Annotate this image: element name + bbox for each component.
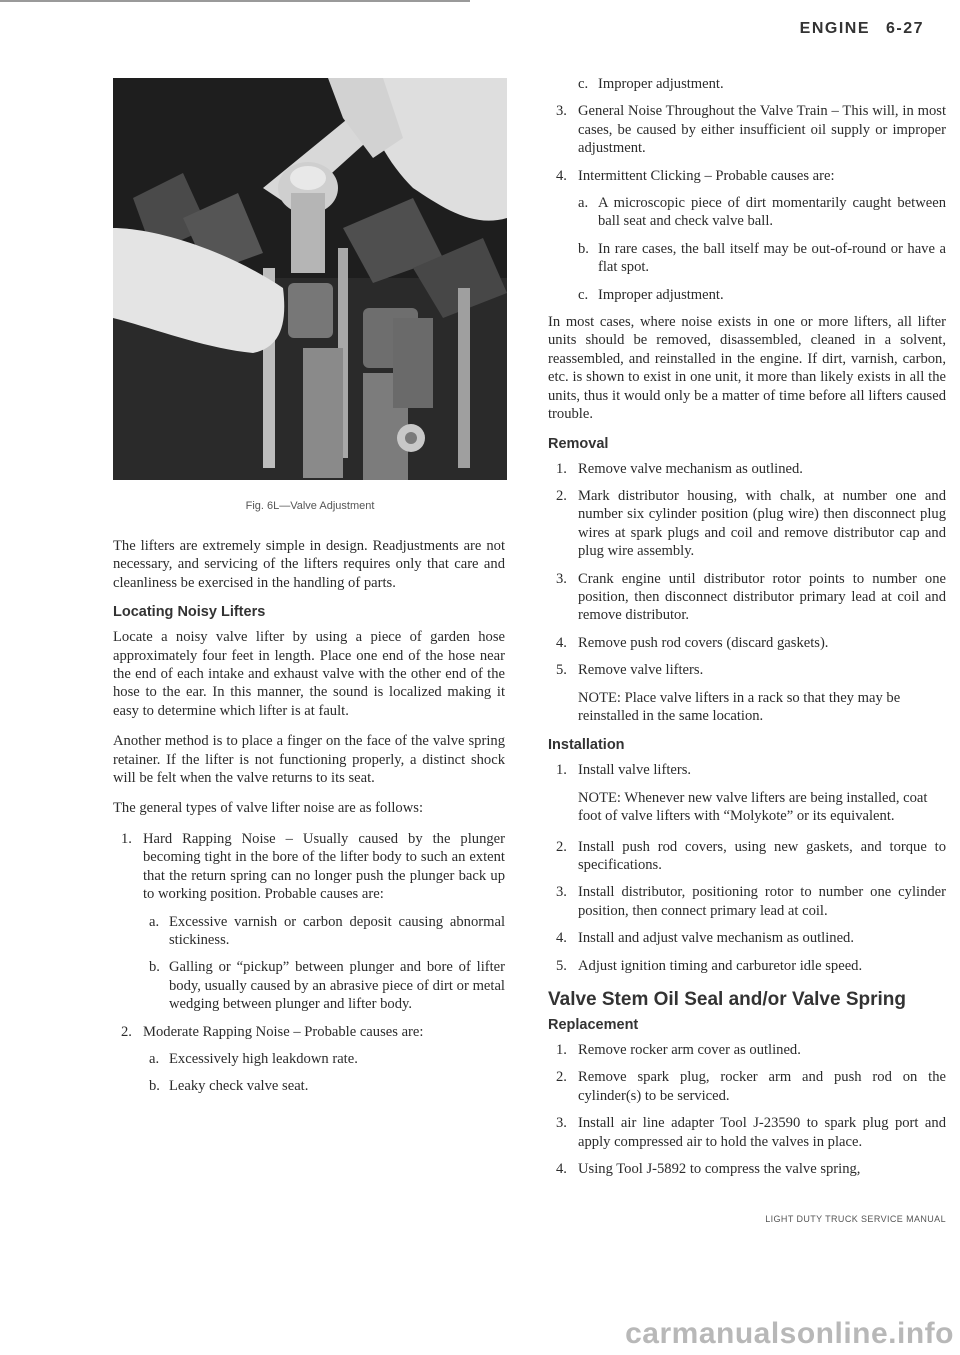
- page-footer: LIGHT DUTY TRUCK SERVICE MANUAL: [765, 1214, 946, 1224]
- list-item: 4. Install and adjust valve mechanism as outlined.: [556, 930, 854, 947]
- list-subitem: a. Excessive varnish or carbon deposit causing abnormal stickiness.: [149, 913, 505, 948]
- page-number: 6-27: [885, 20, 924, 37]
- list-item: 2. Install push rod covers, using new gaskets, and torque to specifications.: [556, 838, 946, 873]
- paragraph-garden-hose: Locate a noisy valve lifter by using a piece of garden hose approximately four feet in length. Place one end of the hose near the end of each intake and exhaust valve with the other end of the hose to the ear. In this manner, the sound is localized making it easy to determine which lifter is at fault.: [113, 629, 505, 719]
- list-subitem: b. Galling or “pickup” between plunger and bore of lifter body, usually caused by an abrasive piece of dirt or metal wedging between plunger and lifter body.: [149, 959, 505, 1013]
- list-subitem: c. Improper adjustment.: [578, 76, 724, 92]
- left-column: [113, 537, 505, 1105]
- list-subitem: a. Excessively high leakdown rate.: [149, 1050, 358, 1067]
- list-item: 2. Remove spark plug, rocker arm and push rod on the cylinder(s) to be serviced.: [556, 1069, 946, 1104]
- replacement-heading: Replacement: [548, 1017, 639, 1034]
- list-subitem: a. A microscopic piece of dirt momentarily caught between ball seat and check valve ball.: [578, 195, 946, 230]
- paragraph-finger-method: Another method is to place a finger on the face of the valve spring retainer. If the lifter is not functioning properly, a distinct shock will be felt when the valve returns to its seat.: [113, 733, 505, 787]
- list-item: 4. Remove push rod covers (discard gaskets).: [556, 634, 829, 651]
- list-item: 3. Crank engine until distributor rotor points to number one position, then disconnect distributor primary lead at coil and remove distributor.: [556, 570, 946, 624]
- valve-stem-seal-heading: Valve Stem Oil Seal and/or Valve Spring: [548, 989, 906, 1011]
- watermark: carmanualsonline.info: [625, 1317, 954, 1350]
- removal-note: NOTE: Place valve lifters in a rack so that they may be reinstalled in the same location.: [578, 689, 901, 724]
- list-subitem: c. Improper adjustment.: [578, 286, 724, 303]
- list-subitem: b. In rare cases, the ball itself may be out-of-round or have a flat spot.: [578, 240, 946, 276]
- list-item: 1. Remove rocker arm cover as outlined.: [556, 1042, 801, 1059]
- list-subitem: b. Leaky check valve seat.: [149, 1078, 309, 1095]
- list-item: 1. Hard Rapping Noise – Usually caused by the plunger becoming tight in the bore of the lifter body to such an extent that the return spring can no longer push the plunger back up to working position. Probable causes are:: [121, 830, 505, 903]
- page-header: [800, 20, 924, 38]
- list-item: 3. Install air line adapter Tool J-23590 to spark plug port and apply compressed air to hold the valves in place.: [556, 1115, 946, 1150]
- list-item: 2. Moderate Rapping Noise – Probable causes are:: [121, 1023, 424, 1040]
- list-item: 4. Intermittent Clicking – Probable causes are:: [556, 167, 835, 184]
- right-column: [548, 75, 946, 1187]
- list-item: 5. Remove valve lifters.: [556, 662, 704, 679]
- installation-heading: Installation: [548, 737, 625, 754]
- list-item: 4. Using Tool J-5892 to compress the valve spring,: [556, 1161, 861, 1178]
- top-rule: [0, 0, 470, 2]
- list-item: 3. Install distributor, positioning rotor to number one cylinder position, then connect primary lead at coil.: [556, 884, 946, 919]
- figure-caption: Fig. 6L—Valve Adjustment: [245, 500, 375, 512]
- installation-note: NOTE: Whenever new valve lifters are being installed, coat foot of valve lifters with “Molykote” or its equivalent.: [578, 789, 928, 825]
- list-item: 1. Remove valve mechanism as outlined.: [556, 460, 803, 477]
- valve-adjustment-photo: [113, 78, 507, 480]
- list-item: 1. Install valve lifters.: [556, 762, 692, 779]
- removal-heading: Removal: [548, 435, 609, 452]
- list-item: 2. Mark distributor housing, with chalk, at number one and number six cylinder position (plug wire) then disconnect plug wires at spark plugs and coil and remove distributor cap and plug wire assembly.: [556, 487, 946, 560]
- paragraph-noise-types: The general types of valve lifter noise are as follows:: [113, 800, 424, 817]
- locating-noisy-lifters-heading: Locating Noisy Lifters: [113, 604, 266, 621]
- intro-paragraph: The lifters are extremely simple in design. Readjustments are not necessary, and servicing of the lifters requires only that care and cleanliness be exercised in the handling of parts.: [113, 538, 505, 591]
- paragraph-cleaning: In most cases, where noise exists in one or more lifters, all lifter units should be removed, disassembled, cleaned in a solvent, reassembled, and reinstalled in the engine. If dirt, varnish, carbon, etc. is shown to exist in one unit, it more than likely exists in all the units, thus it would only be a matter of time before all lifters caused trouble.: [548, 314, 946, 423]
- list-item: 3. General Noise Throughout the Valve Train – This will, in most cases, be caused by either insufficient oil supply or improper adjustment.: [556, 103, 946, 157]
- list-item: 5. Adjust ignition timing and carburetor idle speed.: [556, 957, 863, 974]
- section-title: ENGINE: [799, 20, 871, 37]
